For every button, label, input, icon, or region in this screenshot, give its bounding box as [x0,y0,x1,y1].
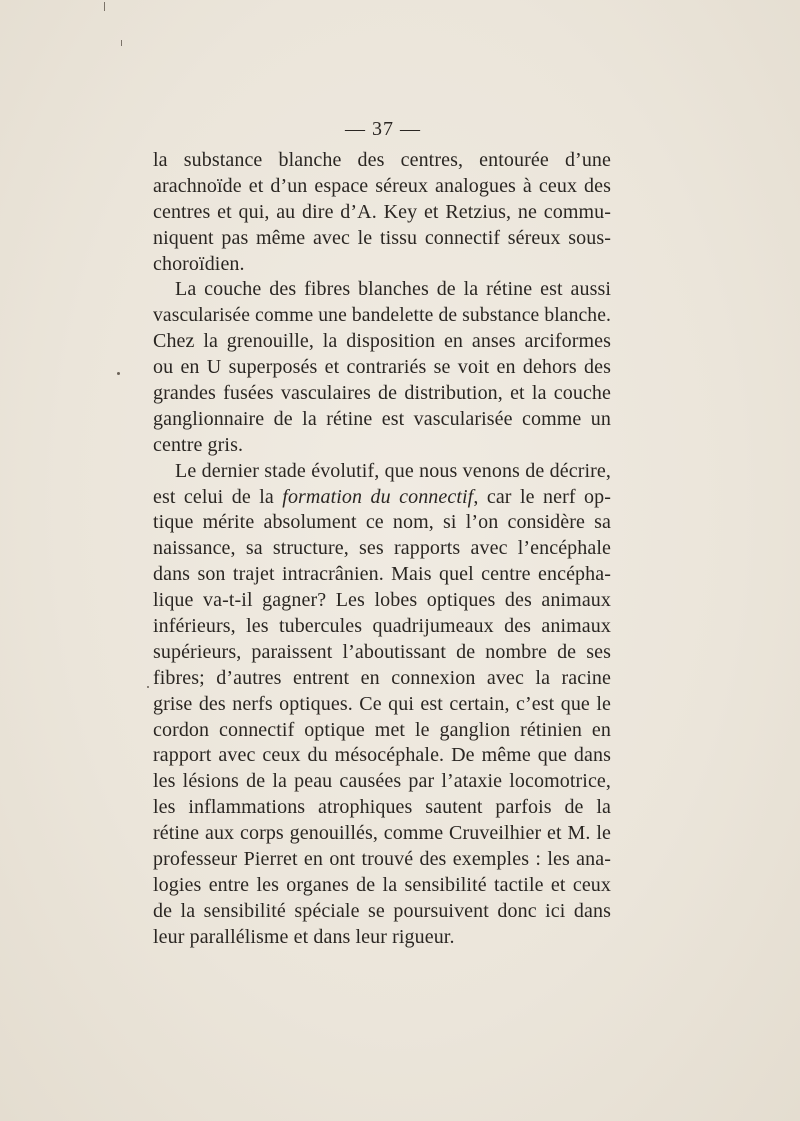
text-line: arachnoïde et d’un espace séreux analogues à ceux des [153,174,611,197]
text-line: naissance, sa structure, ses rapports avec l’encéphale [153,537,611,560]
text-line: professeur Pierret en ont trouvé des exemples : les ana- [153,848,611,871]
text-line: les inflammations atrophiques sautent parfois de la [153,796,611,819]
page-speck [147,686,149,688]
text-fragment: est celui de la [153,485,283,508]
text-line: de la sensibilité spéciale se poursuivent donc ici dans [153,899,611,922]
text-line: leur parallélisme et dans leur rigueur. [153,925,455,948]
text-line: centres et qui, au dire d’A. Key et Retzius, ne commu- [153,200,611,223]
text-line: la substance blanche des centres, entourée d’une [153,149,611,171]
text-line: grise des nerfs optiques. Ce qui est certain, c’est que le [153,692,611,715]
paragraph [153,277,611,458]
text-line: dans son trajet intracrânien. Mais quel centre encépha- [153,563,611,586]
paragraph [153,148,611,277]
page-number: — 37 — [345,118,421,140]
page-mark [104,2,105,11]
text-line: Chez la grenouille, la disposition en anses arciformes [153,330,611,353]
text-line: niquent pas même avec le tissu connectif séreux sous- [153,226,611,249]
page-mark [121,40,122,46]
text-line: choroïdien. [153,252,245,275]
text-line: La couche des fibres blanches de la rétine est aussi [175,278,611,301]
text-line: inférieurs, les tubercules quadrijumeaux des animaux [153,615,611,638]
text-fragment: , car le nerf op- [473,485,612,508]
text-line: grandes fusées vasculaires de distribution, et la couche [153,382,611,405]
text-line: Le dernier stade évolutif, que nous venons de décrire, [175,459,611,482]
text-line: logies entre les organes de la sensibilité tactile et ceux [153,873,611,896]
text-line: centre gris. [153,433,244,456]
italic-term: formation du connectif [282,485,474,508]
paragraph [153,459,611,951]
text-line [153,485,611,511]
text-line: rétine aux corps genouillés, comme Cruveilhier et M. le [153,822,611,845]
text-line: fibres; d’autres entrent en connexion avec la racine [153,666,611,689]
body-text [153,148,611,951]
text-line: lique va-t-il gagner? Les lobes optiques des animaux [153,589,611,612]
text-line: ganglionnaire de la rétine est vascularisée comme un [153,407,611,430]
text-line: tique mérite absolument ce nom, si l’on considère sa [153,511,611,534]
text-line: les lésions de la peau causées par l’ataxie locomotrice, [153,770,611,793]
text-line: vascularisée comme une bandelette de substance blanche. [153,305,611,327]
text-line: supérieurs, paraissent l’aboutissant de nombre de ses [153,640,611,663]
text-line: ou en U superposés et contrariés se voit en dehors des [153,356,611,379]
text-line: cordon connectif optique met le ganglion rétinien en [153,718,611,741]
text-line: rapport avec ceux du mésocéphale. De même que dans [153,744,611,767]
page-speck [117,372,120,375]
